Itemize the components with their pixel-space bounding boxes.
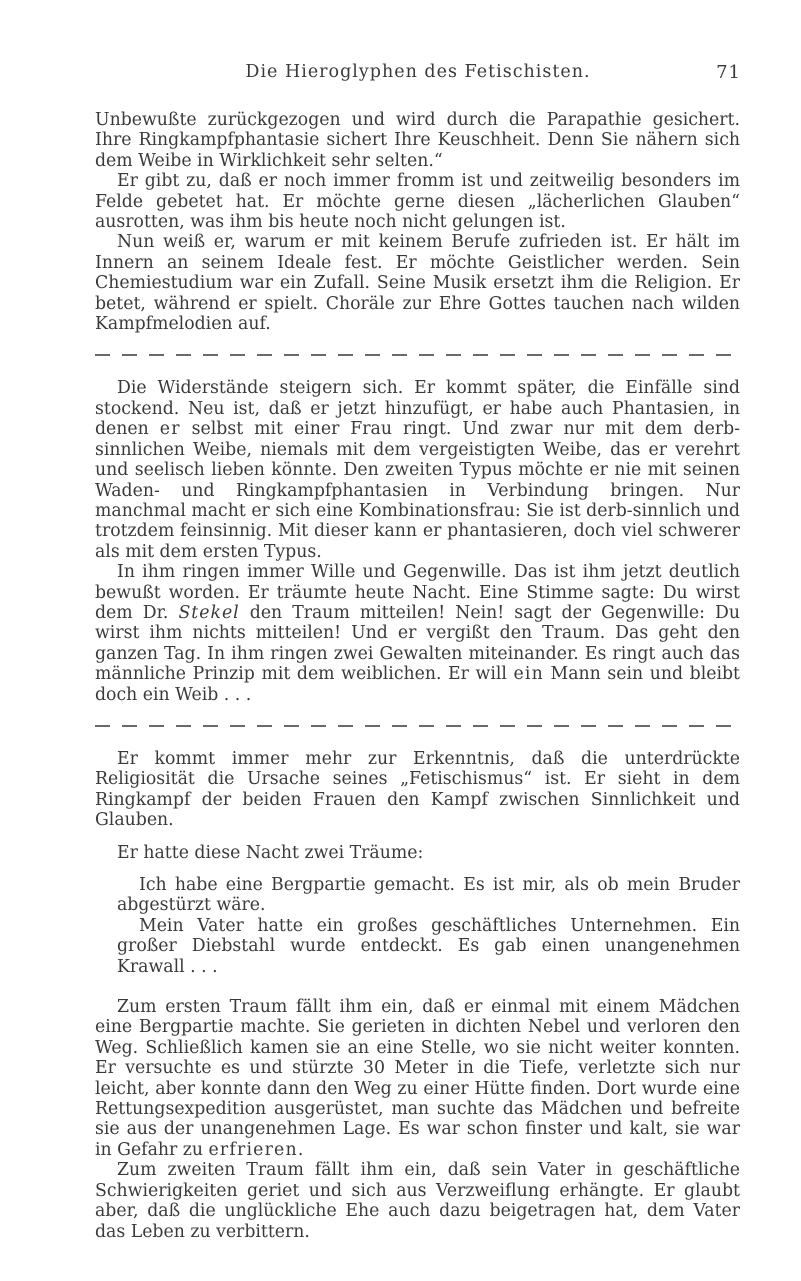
paragraph-7: Er hatte diese Nacht zwei Träume: <box>117 842 424 863</box>
running-title: Die Hieroglyphen des Fetischisten. <box>245 62 591 82</box>
paragraph-5 <box>95 562 740 705</box>
paragraph-5-emphasis-ein: ein <box>513 664 544 685</box>
paragraph-8 <box>95 997 740 1160</box>
paragraph-8-emphasis-erfrieren: erfrieren <box>208 1139 298 1160</box>
page-number: 71 <box>716 62 741 83</box>
paragraph-8-text: Zum ersten Traum fällt ihm ein, daß er einmal mit einem Mädchen eine Bergpartie machte. Sie gerieten in dichten Nebel und verloren den Weg. Schließlich kamen sie an eine Stelle, wo sie nicht weiter konnten. Er versuchte es und stürzte 30 Meter in die Tiefe, verletzte sich nur leicht, aber konnte dann den Weg zu einer Hütte finden. Dort wurde eine Rettungsexpedition ausgerüstet, man suchte das Mädchen und befreite sie aus der unangenehmen Lage. Es war schon finster und kalt, sie war in Gefahr zu <box>95 997 740 1160</box>
author-name-stekel: Stekel <box>178 602 240 623</box>
running-header <box>95 62 741 86</box>
paragraph-2: Er gibt zu, daß er noch immer fromm ist und zeitweilig besonders im Felde gebetet hat. Er möchte gerne diesen „lächerlichen Glauben“ ausrotten, was ihm bis heute noch nicht gelungen ist. <box>95 171 740 233</box>
dream-2: Mein Vater hatte ein großes geschäftliches Unternehmen. Ein großer Diebstahl wurde entdeckt. Es gab einen unangenehmen Krawall . . . <box>117 915 740 977</box>
dream-1: Ich habe eine Bergpartie gemacht. Es ist mir, als ob mein Bruder abgestürzt wäre. <box>117 875 740 916</box>
paragraph-5-part-b: den Traum mitteilen! Nein! sagt der Gegenwille: Du wirst ihm nichts mitteilen! Und er vergißt den Traum. Das geht den ganzen Tag. In ihm ringen zwei Gewalten miteinander. Es ringt auch das männliche Prinzip mit dem weiblichen. Er will <box>95 602 740 685</box>
section-divider-1 <box>95 354 740 356</box>
section-divider-2 <box>95 725 740 727</box>
paragraph-4-part-a: Die Widerstände steigern sich. Er kommt später, die Einfälle sind stockend. Neu ist, daß er jetzt hinzufügt, er habe auch Phantasien, in denen <box>95 378 740 440</box>
paragraph-6: Er kommt immer mehr zur Erkenntnis, daß die unterdrückte Religiosität die Ursache seines „Fetischismus“ ist. Er sieht in dem Ringkampf der beiden Frauen den Kampf zwischen Sinnlichkeit und Glauben. <box>95 748 740 831</box>
paragraph-4-part-b: selbst mit einer Frau ringt. Und zwar nur mit dem derb-sinnlichen Weibe, niemals mit dem vergeistigten Weibe, das er verehrt und seelisch lieben könnte. Den zweiten Typus möchte er nie mit seinen Waden- und Ringkampfphantasien in Verbindung bringen. Nur manchmal macht er sich eine Kombinationsfrau: Sie ist derb-sinnlich und trotzdem feinsinnig. Mit dieser kann er phantasieren, doch viel schwerer als mit dem ersten Typus. <box>95 419 740 562</box>
paragraph-4 <box>95 378 740 562</box>
paragraph-8-end: . <box>297 1139 304 1160</box>
paragraph-4-emphasis-er: er <box>159 419 181 440</box>
paragraph-5-part-a: In ihm ringen immer Wille und Gegenwille. Das ist ihm jetzt deutlich bewußt worden. Er träumte heute Nacht. Eine Stimme sagte: Du wirst dem Dr. <box>95 562 740 623</box>
body-text <box>95 110 740 1242</box>
paragraph-9: Zum zweiten Traum fällt ihm ein, daß sein Vater in geschäftliche Schwierigkeiten geriet und sich aus Verzweiflung erhängte. Er glaubt aber, daß die unglückliche Ehe auch dazu beigetragen hat, dem Vater das Leben zu verbittern. <box>95 1160 740 1242</box>
paragraph-5-part-c: Mann sein und bleibt doch ein Weib . . . <box>95 664 740 705</box>
paragraph-1: Unbewußte zurückgezogen und wird durch die Parapathie gesichert. Ihre Ringkampfphantasie sichert Ihre Keuschheit. Denn Sie nähern sich dem Weibe in Wirklichkeit sehr selten.“ <box>95 110 740 171</box>
paragraph-3: Nun weiß er, warum er mit keinem Berufe zufrieden ist. Er hält im Innern an seinem Ideale fest. Er möchte Geistlicher werden. Sein Chemiestudium war ein Zufall. Seine Musik ersetzt ihm die Religion. Er betet, während er spielt. Choräle zur Ehre Gottes tauchen nach wilden Kampfmelodien auf. <box>95 232 740 335</box>
